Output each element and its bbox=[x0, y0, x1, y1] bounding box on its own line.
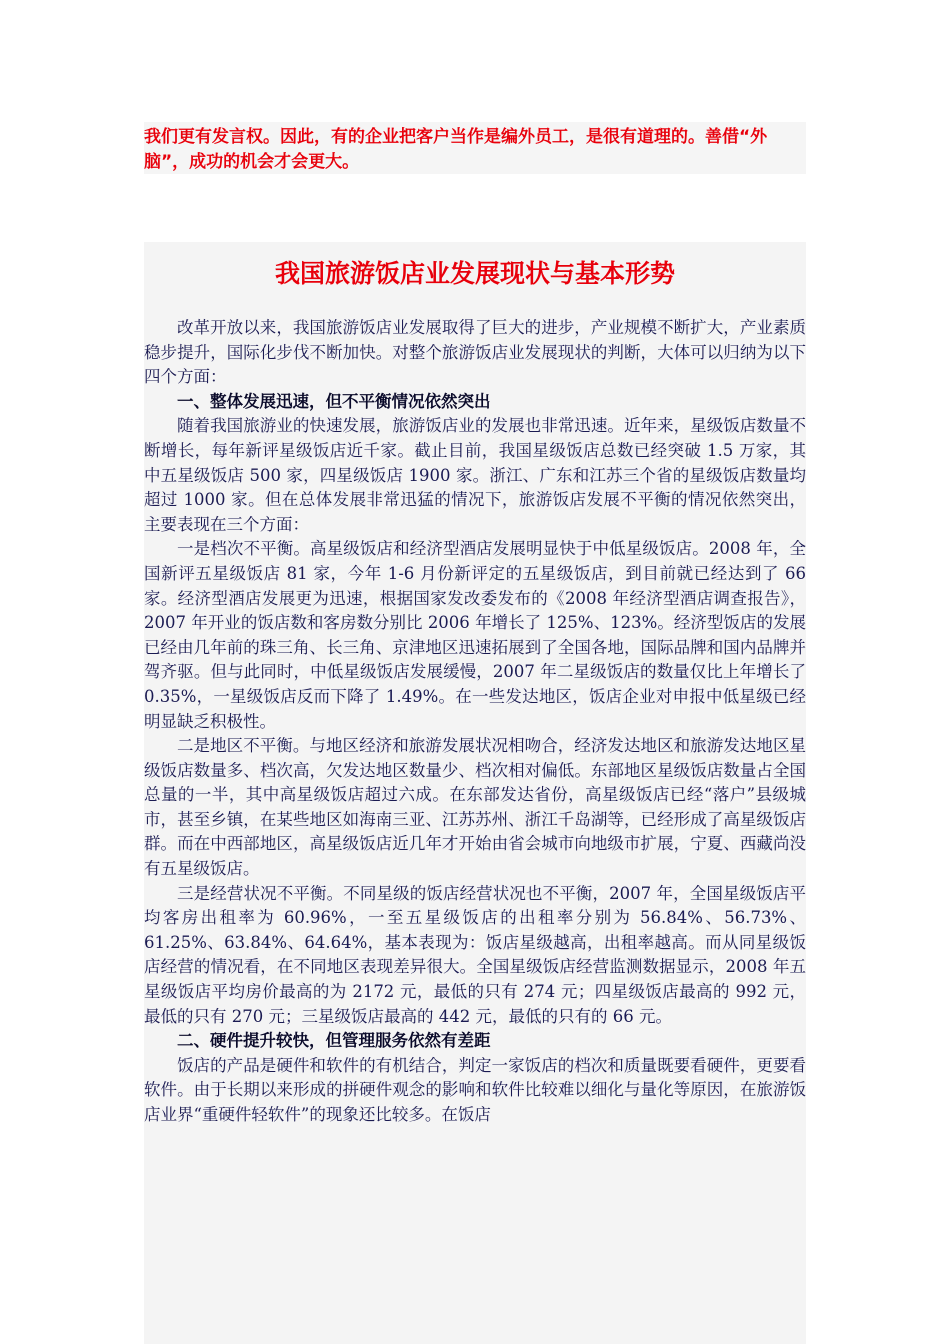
article bbox=[144, 242, 806, 1344]
section-heading-2: 二、硬件提升较快，但管理服务依然有差距 bbox=[177, 1031, 491, 1051]
paragraph-growth: 随着我国旅游业的快速发展，旅游饭店业的发展也非常迅速。近年来，星级饭店数量不断增长，每年新评星级饭店近千家。截止目前，我国星级饭店总数已经突破 1.5 万家，其中五星级饭店 500 家，四星级饭店 1900 家。浙江、广东和江苏三个省的星级饭店数量均超过 1000 家。但在总体发展非常迅猛的情况下，旅游饭店发展不平衡的情况依然突出，主要表现在三个方面： bbox=[144, 416, 806, 534]
paragraph-region-imbalance: 二是地区不平衡。与地区经济和旅游发展状况相吻合，经济发达地区和旅游发达地区星级饭店数量多、档次高，欠发达地区数量少、档次相对偏低。东部地区星级饭店数量占全国总量的一半，其中高星级饭店超过六成。在东部发达省份，高星级饭店已经“落户”县级城市，甚至乡镇，在某些地区如海南三亚、江苏苏州、浙江千岛湖等，已经形成了高星级饭店群。而在中西部地区，高星级饭店近几年才开始由省会城市向地级市扩展，宁夏、西藏尚没有五星级饭店。 bbox=[144, 736, 806, 879]
paragraph-grade-imbalance: 一是档次不平衡。高星级饭店和经济型酒店发展明显快于中低星级饭店。2008 年，全国新评五星级饭店 81 家，今年 1-6 月份新评定的五星级饭店，到目前就已经达到了 66 家。经济型酒店发展更为迅速，根据国家发改委发布的《2008 年经济型酒店调查报告》，2007 年开业的饭店数和客房数分别比 2006 年增长了 125%、123%。经济型饭店的发展已经由几年前的珠三角、长三角、京津地区迅速拓展到了全国各地，国际品牌和国内品牌并驾齐驱。但与此同时，中低星级饭店发展缓慢，2007 年二星级饭店的数量仅比上年增长了 0.35%，一星级饭店反而下降了 1.49%。在一些发达地区，饭店企业对申报中低星级已经明显缺乏积极性。 bbox=[144, 539, 806, 731]
paragraph-intro: 改革开放以来，我国旅游饭店业发展取得了巨大的进步，产业规模不断扩大，产业素质稳步提升，国际化步伐不断加快。对整个旅游饭店业发展现状的判断，大体可以归纳为以下四个方面： bbox=[144, 318, 806, 387]
article-body bbox=[144, 296, 806, 1128]
section-heading-1: 一、整体发展迅速，但不平衡情况依然突出 bbox=[177, 391, 491, 411]
paragraph-operation-imbalance: 三是经营状况不平衡。不同星级的饭店经营状况也不平衡，2007 年，全国星级饭店平均客房出租率为 60.96%，一至五星级饭店的出租率分别为 56.84%、56.73%、61.25%、63.84%、64.64%，基本表现为：饭店星级越高，出租率越高。而从同星级饭店经营的情况看，在不同地区表现差异很大。全国星级饭店经营监测数据显示，2008 年五星级饭店平均房价最高的为 2172 元，最低的只有 274 元；四星级饭店最高的 992 元，最低的只有 270 元；三星级饭店最高的 442 元，最低的只有的 66 元。 bbox=[144, 883, 806, 1026]
intro-text: 我们更有发言权。因此，有的企业把客户当作是编外员工，是很有道理的。善借“外脑”，成功的机会才会更大。 bbox=[144, 127, 768, 172]
paragraph-hardware-software: 饭店的产品是硬件和软件的有机结合，判定一家饭店的档次和质量既要看硬件，更要看软件。由于长期以来形成的拼硬件观念的影响和软件比较难以细化与量化等原因，在旅游饭店业界“重硬件轻软件”的现象还比较多。在饭店 bbox=[144, 1055, 806, 1124]
intro-block bbox=[144, 122, 806, 174]
article-title: 我国旅游饭店业发展现状与基本形势 bbox=[274, 259, 675, 288]
